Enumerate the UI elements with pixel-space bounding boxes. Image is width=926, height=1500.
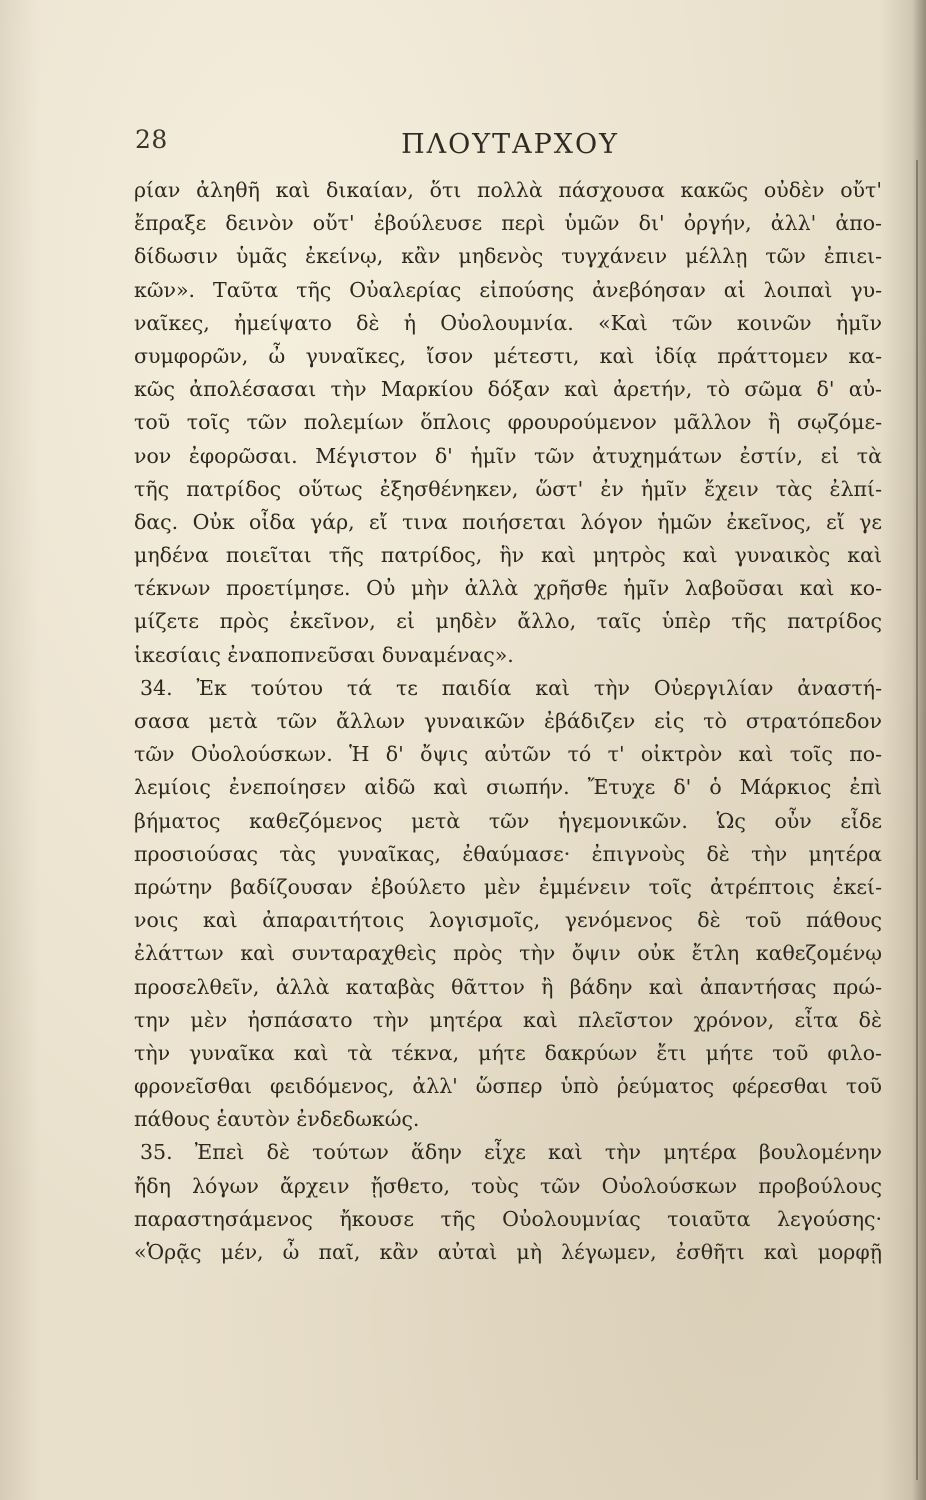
running-title: ΠΛΟΥΤΑΡΧΟΥ xyxy=(401,129,619,160)
text-line: συμφορῶν, ὦ γυναῖκες, ἴσον μέτεστι, καὶ ἰδίᾳ πράττομεν κα- xyxy=(134,343,882,368)
page-edge-shadow xyxy=(912,0,926,1500)
section-start-34: 34. Ἐκ τούτου τά τε παιδία καὶ τὴν Οὐεργιλίαν ἀναστή- xyxy=(140,675,882,700)
text-line: τῶν Οὐολούσκων. Ἡ δ' ὄψις αὐτῶν τό τ' οἰκτρὸν καὶ τοῖς πο- xyxy=(134,742,882,767)
text-line: νον ἐφορῶσαι. Μέγιστον δ' ἡμῖν τῶν ἀτυχημάτων ἐστίν, εἰ τὰ xyxy=(134,443,882,468)
text-line: μηδένα ποιεῖται τῆς πατρίδος, ἣν καὶ μητρὸς καὶ γυναικὸς καὶ xyxy=(134,543,882,568)
text-line: πρώτην βαδίζουσαν ἐβούλετο μὲν ἐμμένειν τοῖς ἀτρέπτοις ἐκεί- xyxy=(134,874,882,899)
text-line: παραστησάμενος ἤκουσε τῆς Οὐολουμνίας τοιαῦτα λεγούσης· xyxy=(134,1206,882,1231)
text-line: προσελθεῖν, ἀλλὰ καταβὰς θᾶττον ἢ βάδην καὶ ἀπαντήσας πρώ- xyxy=(134,974,882,999)
text-line: ἐλάττων καὶ συνταραχθεὶς πρὸς τὴν ὄψιν οὐκ ἔτλη καθεζομένῳ xyxy=(134,941,882,966)
section-start-35: 35. Ἐπεὶ δὲ τούτων ἅδην εἶχε καὶ τὴν μητέρα βουλομένην xyxy=(140,1140,882,1165)
page-number: 28 xyxy=(135,125,168,154)
text-line: τὴν γυναῖκα καὶ τὰ τέκνα, μήτε δακρύων ἔτι μήτε τοῦ φιλο- xyxy=(134,1040,882,1065)
text-line: φρονεῖσθαι φειδόμενος, ἀλλ' ὥσπερ ὑπὸ ῥεύματος φέρεσθαι τοῦ xyxy=(134,1074,882,1099)
text-line: νοις καὶ ἀπαραιτήτοις λογισμοῖς, γενόμενος δὲ τοῦ πάθους xyxy=(134,908,882,933)
text-line: ναῖκες, ἠμείψατο δὲ ἡ Οὐολουμνία. «Καὶ τῶν κοινῶν ἡμῖν xyxy=(134,310,882,335)
text-line: ἔπραξε δεινὸν οὔτ' ἐβούλευσε περὶ ὑμῶν δι' ὀργήν, ἀλλ' ἀπο- xyxy=(134,211,882,236)
text-line: σασα μετὰ τῶν ἄλλων γυναικῶν ἐβάδιζεν εἰς τὸ στρατόπεδον xyxy=(134,709,882,733)
text-line: προσιούσας τὰς γυναῖκας, ἐθαύμασε· ἐπιγνοὺς δὲ τὴν μητέρα xyxy=(134,841,882,866)
text-line: τέκνων προετίμησε. Οὐ μὴν ἀλλὰ χρῆσθε ἡμῖν λαβοῦσαι καὶ κο- xyxy=(134,576,882,601)
text-line: «Ὁρᾷς μέν, ὦ παῖ, κἂν αὐταὶ μὴ λέγωμεν, ἐσθῆτι καὶ μορφῇ xyxy=(134,1240,882,1264)
text-line: ἤδη λόγων ἄρχειν ᾔσθετο, τοὺς τῶν Οὐολούσκων προβούλους xyxy=(134,1173,882,1198)
text-line: ἱκεσίαις ἐναποπνεῦσαι δυναμένας». xyxy=(134,642,514,667)
text-line: τοῦ τοῖς τῶν πολεμίων ὅπλοις φρουρούμενον μᾶλλον ἢ σῳζόμε- xyxy=(134,410,882,435)
text-line: δας. Οὐκ οἶδα γάρ, εἴ τινα ποιήσεται λόγον ἡμῶν ἐκεῖνος, εἴ γε xyxy=(134,509,882,534)
text-line: πάθους ἑαυτὸν ἐνδεδωκώς. xyxy=(134,1107,420,1132)
text-line: μίζετε πρὸς ἐκεῖνον, εἰ μηδὲν ἄλλο, ταῖς ὑπὲρ τῆς πατρίδος xyxy=(134,609,882,634)
text-line: λεμίοις ἐνεποίησεν αἰδῶ καὶ σιωπήν. Ἔτυχε δ' ὁ Μάρκιος ἐπὶ xyxy=(134,775,882,800)
text-line: τῆς πατρίδος οὕτως ἐξησθένηκεν, ὥστ' ἐν ἡμῖν ἔχειν τὰς ἐλπί- xyxy=(134,476,882,501)
text-line: δίδωσιν ὑμᾶς ἐκείνῳ, κἂν μηδενὸς τυγχάνειν μέλλῃ τῶν ἐπιει- xyxy=(134,244,882,269)
text-line: βήματος καθεζόμενος μετὰ τῶν ἡγεμονικῶν. Ὡς οὖν εἶδε xyxy=(134,808,882,833)
page-edge-line xyxy=(916,160,918,1480)
text-line: ρίαν ἀληθῆ καὶ δικαίαν, ὅτι πολλὰ πάσχουσα κακῶς οὐδὲν οὔτ' xyxy=(134,178,882,202)
text-line: κῶς ἀπολέσασαι τὴν Μαρκίου δόξαν καὶ ἀρετήν, τὸ σῶμα δ' αὐ- xyxy=(134,377,882,402)
body-text xyxy=(134,174,882,1269)
text-line: την μὲν ἠσπάσατο τὴν μητέρα καὶ πλεῖστον χρόνον, εἶτα δὲ xyxy=(134,1007,882,1032)
text-line: κῶν». Ταῦτα τῆς Οὐαλερίας εἰπούσης ἀνεβόησαν αἱ λοιπαὶ γυ- xyxy=(134,277,882,302)
